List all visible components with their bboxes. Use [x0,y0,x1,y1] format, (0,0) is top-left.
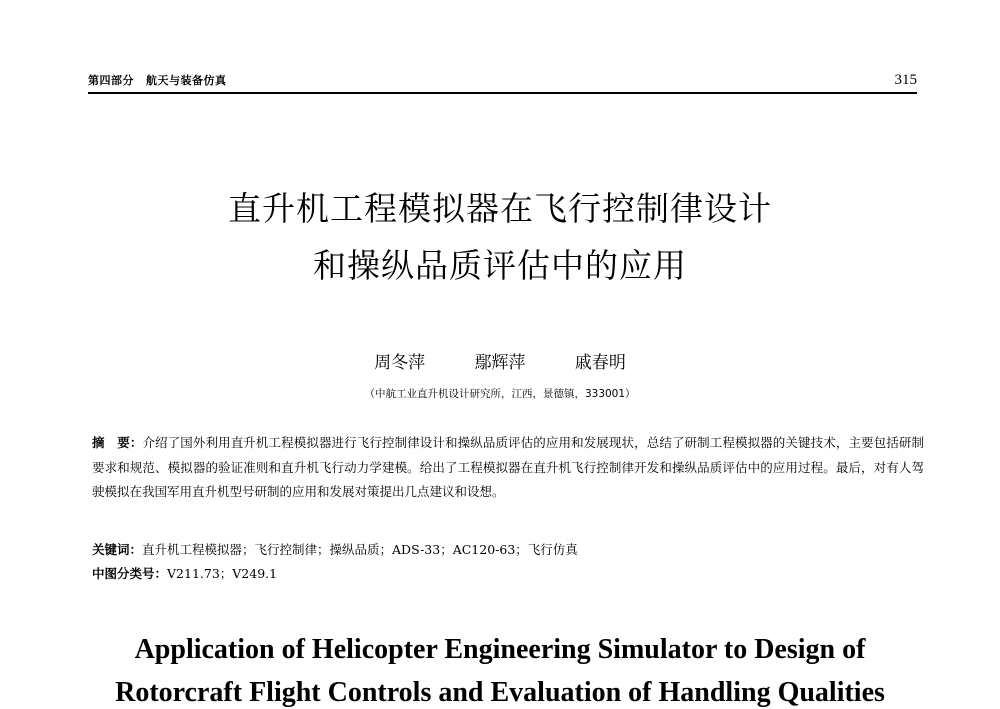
abstract-label: 摘 要： [92,435,143,450]
author-name: 周冬萍 [374,353,426,373]
affiliation: （中航工业直升机设计研究所，江西，景德镇，333001） [364,388,636,400]
keywords-text: 直升机工程模拟器；飞行控制律；操纵品质；ADS-33；AC120-63；飞行仿真 [142,542,578,557]
english-title-line-1: Application of Helicopter Engineering Simulator to Design of [134,634,866,665]
author-name: 戚春明 [574,353,626,373]
page-number: 315 [894,72,917,88]
page-header [88,66,917,94]
keywords-label: 关键词： [92,542,143,557]
chinese-title-line-1: 直升机工程模拟器在飞行控制律设计 [228,189,772,228]
author-list [0,348,1000,373]
classification-label: 中图分类号： [92,566,168,581]
english-title-line-2: Rotorcraft Flight Controls and Evaluation of Handling Qualities [115,677,885,708]
keywords [92,540,924,558]
author-name: 鄢辉萍 [474,353,526,373]
abstract [92,431,924,505]
classification-text: V211.73；V249.1 [167,566,278,581]
running-head-section: 航天与装备仿真 [146,74,227,87]
abstract-text: 介绍了国外利用直升机工程模拟器进行飞行控制律设计和操纵品质评估的应用和发展现状，总结了研制工程模拟器的关键技术，主要包括研制要求和规范、模拟器的验证准则和直升机飞行动力学建模。给出了工程模拟器在直升机飞行控制律开发和操纵品质评估中的应用过程。最后，对有人驾驶模拟在我国军用直升机型号研制的应用和发展对策提出几点建议和设想。 [92,435,924,499]
classification-number [92,564,924,582]
running-head-part: 第四部分 [88,74,134,87]
chinese-title-line-2: 和操纵品质评估中的应用 [313,246,687,285]
running-head [88,72,239,88]
